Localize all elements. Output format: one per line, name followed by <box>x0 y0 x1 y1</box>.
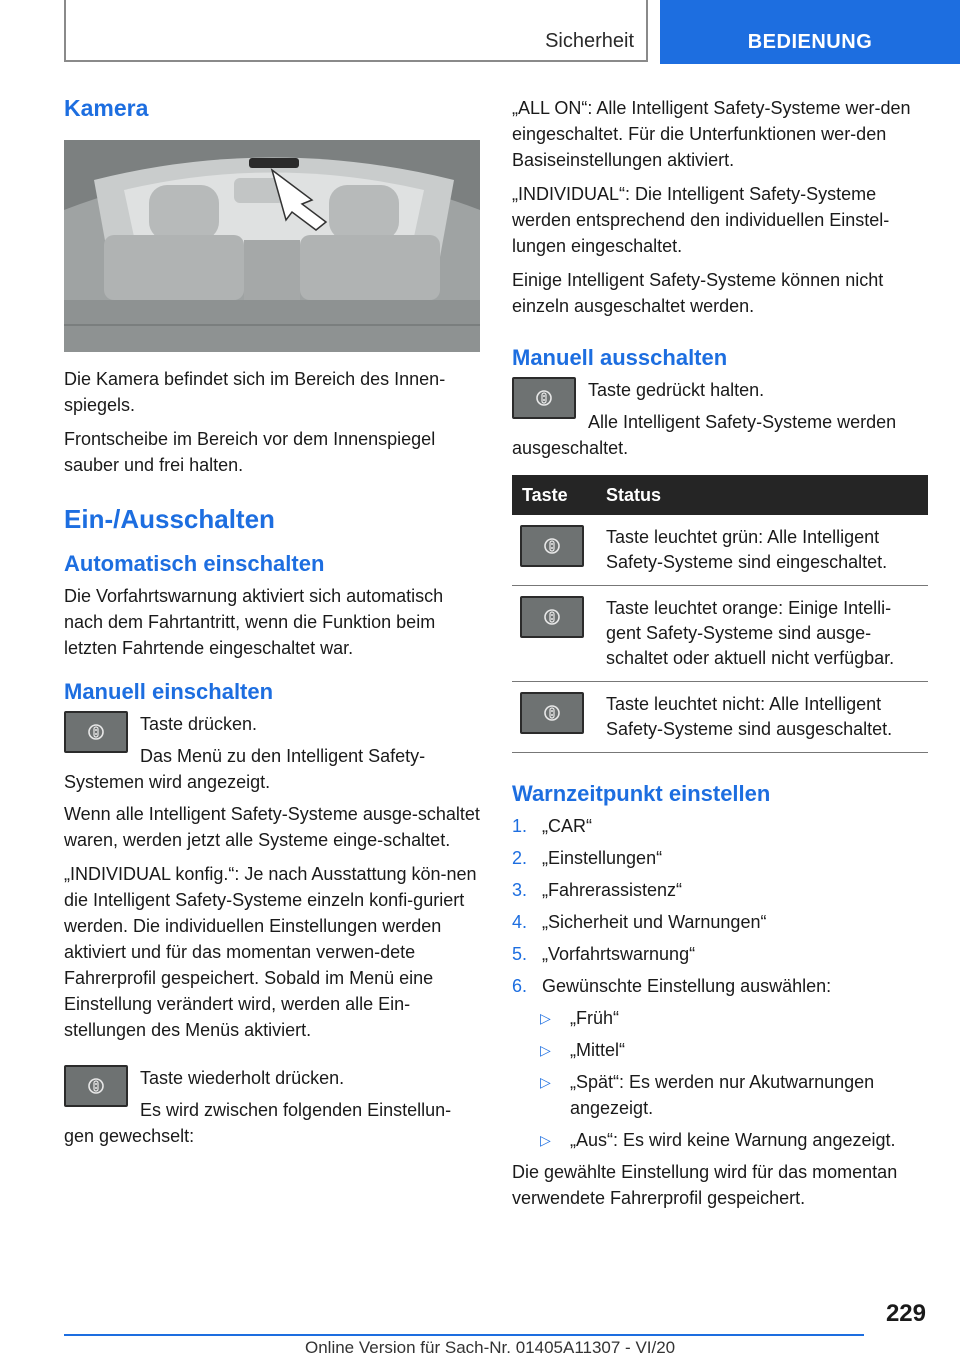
table-cell-status: Taste leuchtet grün: Alle Intelligent Safety-Systeme sind eingeschaltet. <box>596 515 928 586</box>
table-row <box>512 682 928 753</box>
step-number: 2. <box>512 848 528 868</box>
repeat-block <box>64 1065 480 1149</box>
triangle-right-icon: ▷ <box>540 1042 551 1058</box>
step-number: 1. <box>512 816 528 836</box>
option-text: „Spät“: Es werden nur Akutwarnungen angezeigt. <box>570 1072 875 1118</box>
table-header-row <box>512 475 928 515</box>
step-number: 4. <box>512 912 528 932</box>
header-chapter-tab[interactable]: BEDIENUNG <box>660 0 960 64</box>
camera-text-1: Die Kamera befindet sich im Bereich des Innen-spiegels. <box>64 369 446 415</box>
footer-divider <box>64 1334 864 1336</box>
manual-on-text-3: Wenn alle Intelligent Safety-Systeme ausge-schaltet waren, werden jetzt alle Systeme einge-schaltet. <box>64 804 480 850</box>
manual-on-text-1: Taste drücken. <box>140 714 258 734</box>
manual-on-text-4: „INDIVIDUAL konfig.“: Je nach Ausstattung kön-nen die Intelligent Safety-Systeme einzeln konfi-guriert werden. Die individuellen Einstellungen werden aktiviert und für das momentan verwen-dete Fahrerprofil gespeichert. Sobald im Menü eine Einstellung verändert wird, werden alle Ein-stellungen des Menüs aktiviert. <box>64 864 477 1040</box>
right-column <box>512 95 928 1219</box>
option-text: „Aus“: Es wird keine Warnung angezeigt. <box>570 1130 896 1150</box>
list-item <box>512 973 928 999</box>
table-cell-status: Taste leuchtet orange: Einige Intelli-gent Safety-Systeme sind ausge-schaltet oder aktuell nicht verfügbar. <box>596 586 928 682</box>
triangle-right-icon: ▷ <box>540 1132 551 1148</box>
table-header-status: Status <box>596 475 928 515</box>
page-number: 229 <box>885 1300 926 1327</box>
step-text: Gewünschte Einstellung auswählen: <box>542 976 832 996</box>
footer-text: Online Version für Sach-Nr. 01405A11307 - VI/20 <box>305 1338 676 1357</box>
list-item <box>512 845 928 871</box>
status-table <box>512 475 928 753</box>
safety-button-icon <box>520 596 584 638</box>
safety-button-icon <box>64 711 128 753</box>
camera-text-2: Frontscheibe im Bereich vor dem Innenspiegel sauber und frei halten. <box>64 429 436 475</box>
list-item <box>540 1037 928 1063</box>
manual-off-heading: Manuell ausschalten <box>512 345 728 370</box>
step-number: 6. <box>512 976 528 996</box>
warn-time-heading: Warnzeitpunkt einstellen <box>512 781 771 806</box>
repeat-text-1: Taste wiederholt drücken. <box>140 1068 345 1088</box>
list-item <box>540 1005 928 1031</box>
safety-button-icon <box>64 1065 128 1107</box>
list-item <box>540 1069 928 1121</box>
triangle-right-icon: ▷ <box>540 1010 551 1026</box>
step-number: 3. <box>512 880 528 900</box>
header-frame <box>64 0 648 62</box>
step-text: „CAR“ <box>542 816 592 836</box>
auto-on-text: Die Vorfahrtswarnung aktiviert sich automatisch nach dem Fahrtantritt, wenn die Funktion beim letzten Fahrtende eingeschaltet war. <box>64 586 444 658</box>
table-row <box>512 515 928 586</box>
individual-text: „INDIVIDUAL“: Die Intelligent Safety-Systeme werden entsprechend den individuellen Einstel-lungen eingeschaltet. <box>512 184 890 256</box>
manual-off-text-2: Alle Intelligent Safety-Systeme werden ausgeschaltet. <box>512 412 897 458</box>
repeat-text-2: Es wird zwischen folgenden Einstellun-gen gewechselt: <box>64 1100 452 1146</box>
triangle-right-icon: ▷ <box>540 1074 551 1090</box>
safety-button-icon <box>512 377 576 419</box>
list-item <box>512 877 928 903</box>
camera-heading: Kamera <box>64 95 149 121</box>
header-section-title: Sicherheit <box>545 30 634 52</box>
list-item <box>540 1127 928 1153</box>
steps-list <box>512 813 928 999</box>
all-on-text: „ALL ON“: Alle Intelligent Safety-Systeme wer-den eingeschaltet. Für die Unterfunktionen wer-den Basiseinstellungen aktiviert. <box>512 98 911 170</box>
step-text: „Einstellungen“ <box>542 848 663 868</box>
manual-on-heading: Manuell einschalten <box>64 679 274 704</box>
manual-off-block <box>512 377 928 461</box>
list-item <box>512 941 928 967</box>
safety-button-icon <box>520 692 584 734</box>
table-cell-key <box>512 682 596 753</box>
list-item <box>512 813 928 839</box>
manual-on-text-2: Das Menü zu den Intelligent Safety-Systemen wird angezeigt. <box>64 746 426 792</box>
table-header-taste: Taste <box>512 475 596 515</box>
onoff-heading: Ein-/Ausschalten <box>64 504 275 534</box>
table-cell-key <box>512 586 596 682</box>
car-interior-illustration <box>64 140 480 352</box>
table-cell-status: Taste leuchtet nicht: Alle Intelligent Safety-Systeme sind ausgeschaltet. <box>596 682 928 753</box>
some-systems-text: Einige Intelligent Safety-Systeme können nicht einzeln ausgeschaltet werden. <box>512 270 884 316</box>
option-text: „Mittel“ <box>570 1040 625 1060</box>
option-text: „Früh“ <box>570 1008 619 1028</box>
auto-on-heading: Automatisch einschalten <box>64 551 325 576</box>
manual-off-text-1: Taste gedrückt halten. <box>588 380 765 400</box>
list-item <box>512 909 928 935</box>
step-number: 5. <box>512 944 528 964</box>
step-text: „Sicherheit und Warnungen“ <box>542 912 767 932</box>
safety-button-icon <box>520 525 584 567</box>
final-text: Die gewählte Einstellung wird für das momentan verwendete Fahrerprofil gespeichert. <box>512 1162 898 1208</box>
left-column <box>64 95 480 1155</box>
manual-on-block <box>64 711 480 795</box>
table-row <box>512 586 928 682</box>
step-text: „Fahrerassistenz“ <box>542 880 683 900</box>
option-list <box>512 1005 928 1153</box>
table-cell-key <box>512 515 596 586</box>
camera-photo <box>64 140 480 352</box>
step-text: „Vorfahrtswarnung“ <box>542 944 696 964</box>
